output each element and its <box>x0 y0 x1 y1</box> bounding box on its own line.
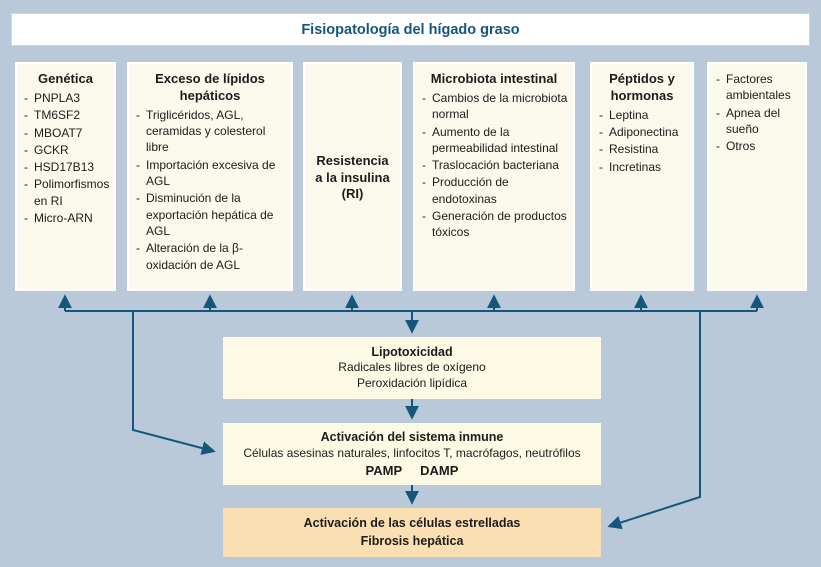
list-item-dash: - <box>24 177 28 192</box>
list-item <box>133 240 287 273</box>
list-item-dash: - <box>136 107 140 122</box>
list-item-text: Generación de productos tóxicos <box>432 209 567 240</box>
list-item <box>596 141 688 157</box>
list-item <box>419 174 569 207</box>
column-heading: Resistencia a la insulina (RI) <box>315 152 390 202</box>
pamp-damp-tags <box>223 462 601 479</box>
list-item-text: TM6SF2 <box>34 108 81 123</box>
list-item-text: Resistina <box>609 142 659 157</box>
box-celulas-estrelladas <box>223 508 601 557</box>
box-title: Activación del sistema inmune <box>320 430 504 445</box>
list-item-text: Apnea del sueño <box>726 105 781 136</box>
column-item-list <box>21 90 110 227</box>
list-item-text: Traslocación bacteriana <box>432 158 559 173</box>
list-item-dash: - <box>24 90 28 105</box>
list-item-text: Aumento de la permeabilidad intestinal <box>432 124 559 155</box>
list-item <box>21 125 110 141</box>
column-heading: Genética <box>38 71 93 86</box>
list-item-dash: - <box>422 90 426 105</box>
list-item-text: GCKR <box>34 142 69 157</box>
page-title: Fisiopatología del hígado graso <box>301 21 520 38</box>
column-item-list <box>713 71 801 155</box>
list-item-text: Triglicéridos, AGL, ceramidas y colesterol libre <box>146 107 266 155</box>
box-line: Radicales libres de oxígeno <box>338 360 486 375</box>
list-item-dash: - <box>716 72 720 86</box>
list-item-text: Cambios de la microbiota normal <box>432 90 568 122</box>
column-item-list <box>419 90 569 241</box>
column-genetica <box>15 62 116 291</box>
box-title: Lipotoxicidad <box>371 344 453 359</box>
column-item-list <box>133 107 287 273</box>
list-item-dash: - <box>24 160 28 175</box>
list-item <box>419 90 569 123</box>
arrow-left-to-sistema-inmune <box>133 311 213 451</box>
list-item-dash: - <box>136 191 140 206</box>
list-item <box>21 176 110 209</box>
list-item <box>21 142 110 158</box>
list-item <box>21 159 110 175</box>
tag-damp: DAMP <box>420 462 459 478</box>
list-item <box>133 107 287 156</box>
list-item-text: HSD17B13 <box>34 160 95 175</box>
list-item <box>133 157 287 190</box>
list-item-text: Alteración de la β-oxidación de AGL <box>146 241 243 272</box>
diagram-title-bar <box>11 13 810 46</box>
column-exceso-lipidos <box>127 62 293 291</box>
box-subtitle: Fibrosis hepática <box>360 533 464 548</box>
box-line: Células asesinas naturales, linfocitos T, macrófagos, neutrófilos <box>243 445 581 460</box>
box-line: Peroxidación lipídica <box>356 376 468 391</box>
column-resistencia-insulina <box>303 62 402 291</box>
list-item-dash: - <box>24 108 28 123</box>
list-item-dash: - <box>24 125 28 140</box>
list-item-dash: - <box>24 211 28 226</box>
list-item-dash: - <box>599 142 603 157</box>
list-item-text: Importación excesiva de AGL <box>146 157 276 189</box>
list-item-text: MBOAT7 <box>34 125 83 140</box>
list-item-dash: - <box>136 241 140 256</box>
list-item-text: Otros <box>726 139 756 154</box>
arrow-right-to-celulas-estrelladas <box>610 311 700 526</box>
column-microbiota-intestinal <box>413 62 575 291</box>
list-item-dash: - <box>422 158 426 173</box>
list-item <box>713 71 801 104</box>
list-item <box>21 210 110 226</box>
list-item <box>713 138 801 154</box>
column-heading: Exceso de lípidos hepáticos <box>155 71 265 103</box>
list-item-dash: - <box>599 125 603 140</box>
list-item <box>713 105 801 138</box>
box-activacion-sistema-inmune <box>223 423 601 485</box>
list-item-dash: - <box>599 107 603 122</box>
list-item-text: Adiponectina <box>609 125 679 140</box>
list-item-dash: - <box>422 124 426 139</box>
list-item-text: Polimorfismos en RI <box>34 177 110 208</box>
list-item <box>419 208 569 241</box>
list-item-text: Leptina <box>609 107 649 122</box>
list-item-text: Disminución de la exportación hepática de AGL <box>146 191 274 238</box>
list-item-dash: - <box>24 142 28 157</box>
list-item-dash: - <box>136 157 140 172</box>
list-item <box>133 190 287 239</box>
box-title: Activación de las células estrelladas <box>303 516 521 530</box>
list-item <box>21 90 110 106</box>
list-item-dash: - <box>422 175 426 190</box>
column-item-list <box>596 107 688 175</box>
list-item <box>419 157 569 173</box>
list-item <box>419 124 569 157</box>
list-item-dash: - <box>422 209 426 224</box>
list-item-text: Micro-ARN <box>34 211 93 226</box>
list-item-text: PNPLA3 <box>34 90 81 105</box>
list-item <box>596 107 688 123</box>
list-item-dash: - <box>716 139 720 154</box>
list-item-dash: - <box>716 105 720 120</box>
box-lipotoxicidad <box>223 337 601 399</box>
list-item-text: Incretinas <box>609 159 662 174</box>
column-otros-factores <box>707 62 807 291</box>
list-item-text: Producción de endotoxinas <box>432 175 509 206</box>
list-item <box>21 107 110 123</box>
column-heading: Péptidos y hormonas <box>609 71 675 103</box>
list-item-dash: - <box>599 159 603 174</box>
column-peptidos-hormonas <box>590 62 694 291</box>
list-item <box>596 159 688 175</box>
list-item-text: Factores ambientales <box>726 72 791 103</box>
list-item <box>596 124 688 140</box>
tag-pamp: PAMP <box>365 462 403 478</box>
column-heading: Microbiota intestinal <box>430 71 558 86</box>
